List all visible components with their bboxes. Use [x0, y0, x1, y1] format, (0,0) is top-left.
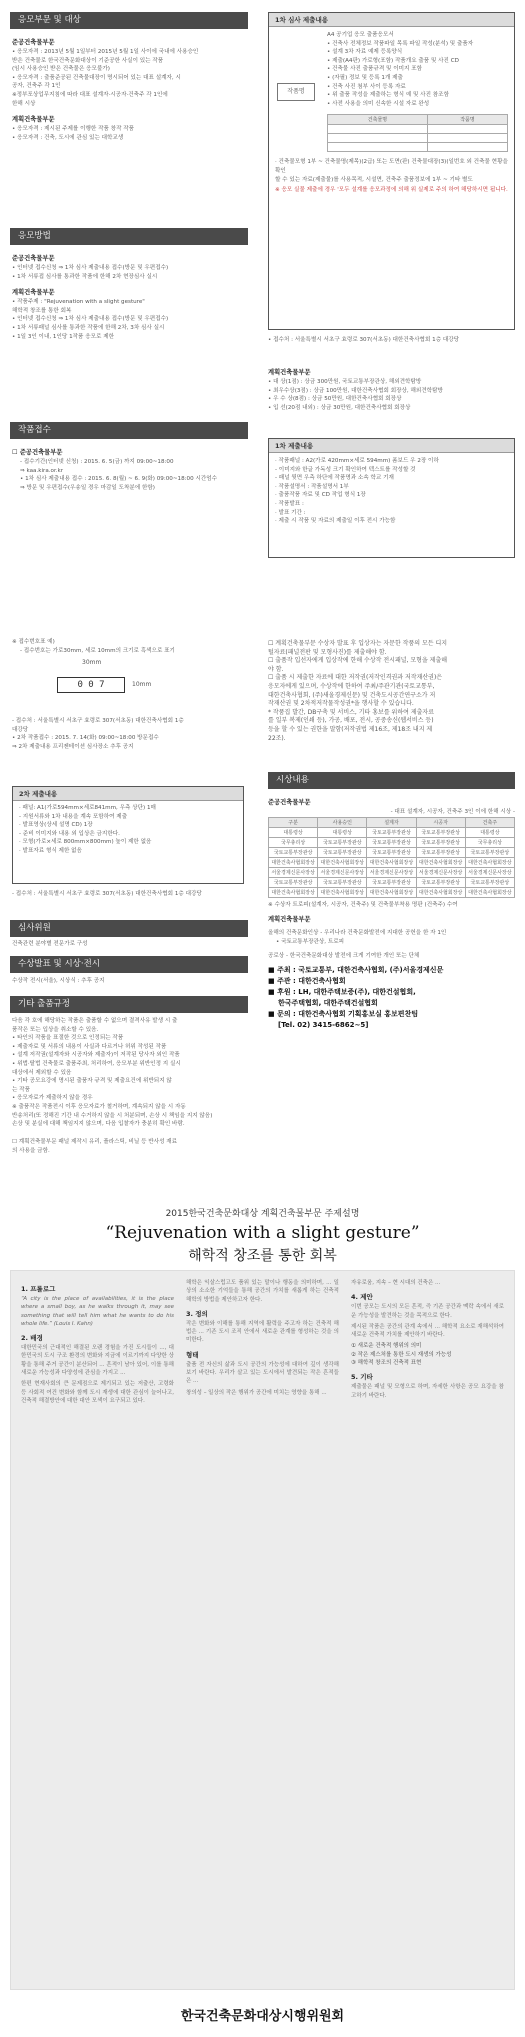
round1-item: • 사전 사용을 의미 신속한 시설 자료 완성: [327, 100, 430, 107]
method-line: 해학적 창조를 통한 회복: [12, 307, 72, 314]
concept-line: ☐ 출품 시 제출한 자료에 대한 저작권(저작인격권과 저작재산권)은: [268, 674, 443, 682]
proposal-paragraph: 제시된 작품은 공간의 관계 속에서 ... 해학적 요소로 재해석하여 새로운 건축적 가치를 제안하기 바란다.: [351, 1323, 504, 1339]
round1-content: [269, 27, 514, 199]
prize-table-cell: 국토교통부장관상: [318, 837, 367, 847]
rule-line: 품작은 또는 입상을 취소할 수 있음.: [12, 1026, 99, 1033]
eligibility-line: • 응모자격 : 건축, 도시에 관심 있는 대학교생: [12, 134, 124, 141]
eligibility-block: [12, 34, 248, 142]
prize-table-head: 설계자: [367, 817, 416, 827]
round2-item: · 발표자료 형식 제한 없음: [19, 847, 82, 854]
organizers: [268, 965, 515, 1031]
prize-table-cell: 대한건축사협회장상: [367, 887, 416, 897]
prize-table-cell: 대한건축사협회장상: [416, 857, 465, 867]
urban-lines: [12, 48, 248, 108]
round1-note: 할 수 있는 자료(제출물)를 사용목적, 시설면, 건축주 출품정보에 1부 ~ 기타 별도: [275, 176, 473, 183]
final-item: · 발표 기간 :: [275, 509, 306, 516]
theme-columns: [21, 1279, 504, 1405]
mark-number-box: 0 0 7: [57, 677, 125, 693]
address-line: 대강당: [12, 726, 29, 733]
section-header-other: 기타 출품규정: [10, 996, 248, 1013]
section-header-review: 심사위원: [10, 920, 248, 937]
method-urban-lines: [12, 264, 248, 281]
theme-heading: 2015한국건축문화대상 계획건축물부문 주제설명: [165, 1209, 360, 1219]
round1-address: • 접수처 : 서울특별시 서초구 효령로 307(서초동) 대한건축사협회 1층 대강당: [268, 337, 460, 343]
submission-urban-title: ☐ 준공건축물부문: [12, 449, 63, 456]
submission-block: [12, 444, 248, 492]
round1-table-head: 건축물명: [328, 115, 428, 125]
etc-paragraph: 제출물은 패널 및 모형으로 하며, 자세한 사항은 공모 요강을 참고하기 바란다.: [351, 1384, 504, 1399]
prize-table-cell: 대통령상: [318, 827, 367, 837]
method-block: [12, 250, 248, 341]
round1-box: [268, 12, 515, 330]
round1-item: • 건축 사진 첨부 사이 등록 자료: [327, 83, 406, 90]
concept-line: 야 함.: [268, 665, 284, 673]
eligibility-line: • 응모자격 : 제시된 주제를 이행한 작품 창작 작품: [12, 126, 135, 133]
prize-note: ※ 수상자 트로피(설계자, 시공자, 건축주) 및 건축물부착용 명판 (건축주) 수여: [268, 901, 458, 908]
method-line: • 인터넷 접수신청 ⇒ 1차 심사 제출내용 접수(방문 및 우편접수): [12, 265, 169, 271]
theme-header: [10, 1206, 515, 1265]
mark-diagram: [12, 659, 248, 717]
proposal-list: ① 새로운 건축적 행위의 의미 ② 작은 제스처를 통한 도시 재생의 가능성 ③ 해학적 창조의 건축적 표현: [351, 1343, 452, 1367]
form-heading: 형태: [186, 1350, 199, 1359]
round1-item: • 건축사 전체정보 작품파일 목록 파일 작성(분석) 및 출품자: [327, 40, 474, 47]
prize-table-cell: 국토교통부장관상: [367, 877, 416, 887]
rule-line: • 기타 공모요강에 명시된 출품자 규격 및 제출요건에 위반되지 않: [12, 1078, 172, 1085]
prize-table-cell: 국토교통부장관상: [416, 837, 465, 847]
prize-table-cell: 국토교통부장관상: [416, 877, 465, 887]
prize-table-cell: 국토교통부장관상: [367, 847, 416, 857]
prize-subtitle: - 대표 설계자, 시공자, 건축주 3인 이에 한해 시상 -: [390, 809, 515, 815]
right-plan-block: [268, 364, 515, 412]
round1-item: A4 공기업 응모 출품응모서: [327, 32, 394, 38]
round2-item: - 지원서류와 1차 내용을 계속 포함하여 제출: [19, 813, 128, 820]
concept-line: 등을 할 수 있는 권한을 말함(저작권법 제16조, 제18조 내지 제: [268, 725, 433, 733]
prize-table-cell: 대한건축사협회장상: [269, 857, 318, 867]
definition-heading: 3. 정의: [186, 1309, 208, 1318]
prize-table-cell: 국토교통부장관상: [318, 877, 367, 887]
prize-table-head: 사용승인: [318, 817, 367, 827]
prize-table-cell: 서울경제신문사장상: [318, 867, 367, 877]
rule-line: 반송처리(또 정해진 기간 내 수거하지 않을 시 처분되며, 손상 시 책임을 지지 않음): [12, 1112, 213, 1119]
org-title: 공로상 - 한국건축문화대상 발전에 크게 기여한 개인 또는 단체: [268, 953, 420, 960]
rule-line: • 제출자료 및 서류의 내용이 사실과 다르거나 허위 작성된 작품: [12, 1043, 167, 1050]
round1-note: · 건축물모형 1부 ~ 건축물명(제목)(2급) 또는 도면(판) 건축물대장(3)(일번호 외 건축물 현황을 확인: [275, 159, 508, 174]
final-item: · 출품작품 자료 및 CD 작업 형식 1장: [275, 492, 366, 499]
theme-body: [10, 1270, 515, 1990]
round2-title: 2차 제출내용: [13, 787, 243, 801]
mark-line: - 접수번호는 가로30mm, 세로 10mm의 크기로 흑색으로 표기: [20, 647, 175, 654]
theme-title: “Rejuvenation with a slight gesture”: [105, 1223, 420, 1243]
prize-plan-title: 계획건축물부문: [268, 916, 311, 924]
prize-table-head: 시공자: [416, 817, 465, 827]
section-header-method: 응모방법: [10, 228, 248, 245]
background-paragraph: 대한민국의 근대적인 해결된 오랜 경험을 가진 도시들이 ..., 대한민국의 도시 구조 환경의 변화와 지금에 이르기까지 다양한 상황을 통해 주거 공간이 분산되어 ... 흔적이 남아 있어, 이를 통해 새로운 가능성과 다양성에 관심을 가지고 ...: [21, 1345, 174, 1377]
middle-paragraph: 창의성 – 일상의 작은 행위가 공간에 미치는 영향을 통해 ...: [186, 1389, 327, 1396]
prize-table-cell: 대한건축사협회장상: [269, 887, 318, 897]
rule-line: • 설계 저작권(설계자와 시공자와 제출자)이 저작된 당사자 외인 작품: [12, 1052, 180, 1059]
section-header-awards: 수상발표 및 시상·전시: [10, 956, 248, 973]
prize-table-cell: 대한건축사협회장상: [318, 857, 367, 867]
middle-paragraph: 자유로움, 지속 – 현 시대의 건축은 ...: [351, 1280, 441, 1286]
organizer-line: 한국주택협회, 대한주택건설협회: [278, 998, 378, 1007]
plan-title: 계획건축물부문: [12, 116, 55, 124]
eligibility-line: • 응모자격 : 출품준공된 건축물대장이 명시되어 있는 대표 설계자, 시: [12, 74, 181, 81]
background-paragraph: 한편 현재사회의 큰 문제점으로 제기되고 있는 저출산, 고령화 등 사회적 여건 변화와 함께 도시 재생에 대한 관심이 늘어나고, 건축적 해결방안에 대한 대안 모색이 요구되고 있다.: [21, 1381, 174, 1404]
concept-line: 를 일부 복제(인쇄 등), 가공, 배포, 전시, 공중송신(웹서비스 등): [268, 717, 434, 725]
prize-table-cell: 국토교통부장관상: [416, 847, 465, 857]
prize-table-cell: 서울경제신문사장상: [367, 867, 416, 877]
method-line: • 1일 3인 이내, 1인당 1작품 응모로 제한: [12, 333, 115, 340]
round1-table: [327, 114, 508, 152]
prize-table-cell: 대한건축사협회장상: [318, 887, 367, 897]
submission-line: - 접수기간(인터넷 신청) : 2015. 6. 5(금) 까지 09:00~18:00: [20, 459, 174, 465]
prize-table-cell: 서울경제신문사장상: [416, 867, 465, 877]
method-urban-title: 준공건축물부문: [12, 255, 55, 262]
proposal-paragraph: 이번 공모는 도시의 모든 흔적, 즉 기존 공간과 맥락 속에서 새로운 가능성을 발견하는 것을 목적으로 한다.: [351, 1304, 504, 1319]
prize-table-cell: 국토교통부장관상: [269, 877, 318, 887]
address-line: • 2차 작품접수 : 2015. 7. 14(화) 09:00~18:00 방문접수: [12, 735, 159, 742]
rule-line: ※ 출품작은 작품전시 이후 응모자료가 철거하며, 계속되지 않을 시 자동: [12, 1103, 186, 1110]
rule-line: 는 작품: [12, 1086, 30, 1093]
prize-table-cell: 대통령상: [465, 827, 514, 837]
theme-subtitle: 해학적 창조를 통한 회복: [188, 1248, 337, 1264]
prize-table: [268, 817, 515, 898]
round2-item: · 발표영상(상세 설명 CD) 1장: [19, 822, 93, 829]
eligibility-line: • 응모자격 : 2013년 5월 1일부터 2015년 5월 1일 사이에 국내에 사용승인: [12, 49, 199, 55]
prize-table-head: 구분: [269, 817, 318, 827]
organizer-line: [Tel. 02) 3415-6862~5]: [278, 1020, 369, 1029]
round1-warning: ※ 응모 실물 제출에 경우 '모두 설계를 응모과정에 의해 위 실제로 주의 하여 해당하시면 됩니다.: [275, 187, 508, 194]
etc-heading: 5. 기타: [351, 1373, 373, 1382]
prize-table-row: [269, 857, 515, 867]
rule-line: • 위법·탈법 건축물로 출품주최, 처리하여, 응모부분 위반인정 지 실시: [12, 1060, 181, 1067]
method-line: • 1차 서류접 심사를 통과한 작품에 한해 2차 현장심사 실시: [12, 273, 158, 280]
round1-stamp: 작품명: [277, 83, 315, 101]
round1-item: • 건축물 사진 출품규격 및 이미지 포함: [327, 66, 423, 73]
round1-table-cell: [328, 125, 428, 134]
round2-item: - 준비 이미지와 내용 외 입상은 금지한다.: [19, 830, 120, 837]
address-lines: [12, 717, 248, 751]
prize-table-cell: 국토교통부장관상: [367, 827, 416, 837]
eligibility-line: 공자, 건축주 각 1인: [12, 83, 61, 90]
prize-table-row: [269, 847, 515, 857]
prize-title: 준공건축물부문: [268, 799, 311, 806]
round1-table-cell: [328, 143, 428, 152]
definition-paragraph: 작은 변화와 이해를 통해 지역에 활력을 주고자 하는 건축적 해법은 ... 기존 도시 조직 안에서 새로운 관계를 형성하는 것을 의미한다.: [186, 1320, 339, 1344]
prize-table-cell: 국토교통부장관상: [465, 847, 514, 857]
submission-line: • 1차 심사 제출내용 접수 : 2015. 6. 8(월) ~ 6. 9(화) 09:00~18:00 시간엄수: [20, 476, 218, 483]
rule-line: 다음 각 호에 해당하는 작품은 출품할 수 없으며 결격사유 발생 시 출: [12, 1018, 178, 1024]
final-items: [269, 453, 514, 530]
round1-title: 1차 심사 제출내용: [269, 13, 514, 27]
concept-line: 작재산권 및 2차적저작물작성권*을 행사할 수 있습니다.: [268, 700, 414, 708]
prize-table-cell: 대한건축사협회장상: [465, 857, 514, 867]
round1-notes: [275, 158, 508, 184]
round1-table-wrap: [327, 114, 508, 152]
submission-line: ⇒ 방문 및 우편접수(우송일 경우 마감일 도착분에 한함): [20, 484, 155, 491]
round1-item: • (자필) 정보 및 등록 1개 제출: [327, 74, 403, 81]
prize-table-row: [269, 867, 515, 877]
round1-table-cell: [328, 134, 428, 143]
round1-table-head: 작품명: [427, 115, 507, 125]
round2-address: - 접수처 : 서울특별시 서초구 효령로 307(서초동) 대한건축사협회 1층 대강당: [12, 891, 202, 897]
concept-line: 22조).: [268, 734, 286, 742]
method-line: • 인터넷 접수신청 ⇒ 1차 심사 제출내용 접수(방문 및 우편접수): [12, 316, 169, 323]
concept-line: ☐ 계획건축물부문 수상자 발표 후 입상자는 자문한 작품의 모든 디지: [268, 640, 448, 647]
prologue-heading: 1. 프롤로그: [21, 1285, 56, 1293]
mark-note: ※ 접수번호표 예): [12, 639, 55, 645]
right-plan-line: • 우 수 상(8점) : 상금 50만원, 대한건축사협회 회장상: [268, 396, 402, 403]
final-item: · 작품설명서 : 작품설명서 1부: [275, 483, 349, 490]
round1-item: • 위 출품 작성을 제출하는 형식 예 및 사진 참조함: [327, 92, 449, 99]
prize-table-cell: 국무총리상: [465, 837, 514, 847]
prize-table-row: [269, 877, 515, 887]
prize-table-cell: 서울경제신문사장상: [465, 867, 514, 877]
awards-line: 수상작 전시(서울), 시상식 : 추후 공지: [12, 978, 105, 984]
method-plan-lines: [12, 298, 248, 341]
right-plan-lines: [268, 378, 515, 412]
round2-item: · 패널: A1(가로594mm×세로841mm, 우측 상단) 1매: [19, 805, 156, 811]
eligibility-line: (임시 사용승인 받은 건축물은 응모불가): [12, 66, 110, 73]
prize-table-cell: 국토교통부장관상: [465, 877, 514, 887]
round1-item: • 제출(A4판) 가로형(포함) 작품개요 출품 및 사진 CD: [327, 57, 459, 64]
concept-line: 응모자에게 있으며, 수상작에 한하여 주최/주관기관(국토교통부,: [268, 682, 435, 690]
plan-note-line: 의 사용을 금함.: [12, 1147, 50, 1154]
special-award-detail: • 국토교통부장관상, 트로피: [276, 938, 345, 945]
prize-table-cell: 대한건축사협회장상: [465, 887, 514, 897]
concept-line: * 작품집 발간, DB구축 및 서비스, 기타 홍보를 위하여 제출자료: [268, 708, 435, 716]
concept-line: 대한건축사협회, (주)새올경제신문) 및 건축도시공간연구소가 저: [268, 691, 436, 699]
plan-note: [12, 1138, 248, 1155]
organizer-line: ■ 주최 : 국토교통부, 대한건축사협회, (주)서울경제신문: [268, 965, 515, 976]
round2-items: [13, 801, 243, 859]
other-lines: [12, 1017, 248, 1129]
prize-table-head: 건축주: [465, 817, 514, 827]
organizer-line: ■ 주관 : 대한건축사협회: [268, 976, 515, 987]
final-item: - 패널 뒷면 우측 하단에 작품명과 소속 학교 기재: [275, 475, 394, 482]
plan-note-line: ☐ 계획건축물부문 패널 제작시 유리, 플라스틱, 비닐 등 반사성 재료: [12, 1139, 178, 1145]
address-line: - 접수처 : 서울특별시 서초구 효령로 307(서초동) 대한건축사협회 1층: [12, 718, 184, 725]
rule-line: • 응모자료가 제출하지 않을 경우: [12, 1095, 93, 1102]
section-header-submission: 작품접수: [10, 422, 248, 439]
prize-table-cell: 국토교통부장관상: [416, 827, 465, 837]
organizer-line: ■ 후원 : LH, 대한주택보증(주), 대한건설협회,: [268, 987, 515, 998]
prize-table-cell: 서울경제신문사장상: [269, 867, 318, 877]
background-heading: 2. 배경: [21, 1334, 43, 1343]
middle-paragraph: 출품 전 자신의 삶과 도시 공간의 가능성에 대하여 깊이 생각해보기 바란다. 우리가 살고 있는 도시에서 발견되는 작은 흔적들은 ...: [186, 1361, 339, 1385]
urban-title: 준공건축물부문: [12, 39, 55, 46]
section-header-prize: 시상내용: [268, 772, 515, 789]
final-item: · 작품패널 : A2(가로 420mm×세로 594mm) 폼보드 우 2장 이하: [275, 458, 439, 464]
submission-line: ⇒ kaa.kira.or.kr: [20, 467, 64, 474]
prize-table-cell: 대한건축사협회장상: [416, 887, 465, 897]
right-plan-line: • 입 선(20점 내외) : 상금 30만원, 대한건축사협회 회장상: [268, 404, 411, 411]
prize-table-row: [269, 837, 515, 847]
round1-table-cell: [427, 134, 507, 143]
final-item: - 이미지와 한글 가독성 크기 확인하여 텍스트를 작성할 것: [275, 466, 416, 473]
right-plan-line: • 최우수상(3점) : 상금 100만원, 대한건축사협회 회장상, 해외견학탐방: [268, 387, 443, 394]
method-line: • 1차 서류패널 심사를 통과한 작품에 한해 2차, 3차 심사 실시: [12, 324, 165, 331]
rule-line: 손상 및 분실에 대해 책임지지 않으며, 다음 입찰자가 충분히 확인 바람.: [12, 1121, 185, 1128]
final-item: · 제출 시 작품 및 자료의 제출일 이후 전시 가능함: [275, 518, 396, 525]
mark-block: [12, 638, 248, 752]
rule-line: 대상에서 제외할 수 있음: [12, 1069, 72, 1076]
concept-line: ☐ 출품작 입선자에게 입상작에 한해 수상작 전시패널, 모형을 제출해: [268, 657, 448, 665]
prize-block: [268, 794, 515, 1031]
footer-committee: 한국건축문화대상시행위원회: [180, 2009, 345, 2024]
proposal-heading: 4. 제안: [351, 1293, 373, 1302]
address-line: ⇒ 2차 제출내용 프리젠테이션 심사장소 추후 공지: [12, 743, 134, 750]
method-plan-title: 계획건축물부문: [12, 289, 55, 297]
prize-table-cell: 국토교통부장관상: [318, 847, 367, 857]
review-line: 건축관련 분야별 전문가로 구성: [12, 941, 88, 947]
eligibility-line: ※정부포상업무지침에 따라 대표 설계자·시공자·건축주 각 1인에: [12, 91, 168, 98]
prize-table-cell: 국토교통부장관상: [367, 837, 416, 847]
mark-width-label: 30mm: [82, 659, 102, 667]
prologue-quote: “A city is the place of availabilities, it is the place where a small boy, as he walks through it, may see something that will tell him what he wants to do his whole life.” (Louis I. Kahn): [21, 1296, 174, 1327]
special-award: 올해의 건축문화인상 - 우리나라 건축문화발전에 지대한 공헌을 한 자 1인: [268, 930, 447, 937]
round1-item: • 설계 3차 자료 예제 등록양식: [327, 49, 403, 56]
final-title: 1차 제출내용: [269, 439, 514, 453]
mark-height-label: 10mm: [132, 681, 152, 689]
section-header-eligibility: 응모부문 및 대상: [10, 12, 248, 29]
right-plan-title: 계획건축물부문: [268, 369, 311, 376]
prize-table-row: [269, 887, 515, 897]
background-paragraph: 해학은 익살스럽고도 품위 있는 말이나 행동을 의미하며, ... 일상의 소소한 기억들을 통해 공간의 가치를 새롭게 하는 건축적 해학의 방법을 제안하고자 한다.: [186, 1280, 339, 1303]
rule-line: • 타인의 작품을 표절한 것으로 인정되는 작품: [12, 1035, 124, 1042]
submission-lines: [12, 458, 248, 492]
round2-item: · 모형(가로×세로 800mm×800mm) 높이 제한 없음: [19, 839, 152, 846]
prize-table-row: [269, 827, 515, 837]
round1-table-cell: [427, 125, 507, 134]
concept-lines: [268, 640, 515, 743]
method-line: • 작품주제 : "Rejuvenation with a slight gesture": [12, 299, 145, 306]
round2-box: [12, 786, 244, 884]
eligibility-line: 한해 시상: [12, 100, 36, 107]
plan-lines: [12, 125, 248, 142]
prize-table-cell: 국무총리상: [269, 837, 318, 847]
final-item: · 작품발표 :: [275, 500, 304, 507]
prize-table-cell: 대한건축사협회장상: [367, 857, 416, 867]
right-plan-line: • 대 상(1점) : 상금 300만원, 국토교통부장관상, 해외견학탐방: [268, 379, 422, 385]
prize-table-cell: 대통령상: [269, 827, 318, 837]
round1-table-cell: [427, 143, 507, 152]
concept-line: 털자료(패널전판 및 모형사진)를 제출해야 함.: [268, 648, 387, 656]
final-box: [268, 438, 515, 558]
eligibility-line: 받은 건축물로 한국건축문화대상이 기준공한 사실이 있는 작품: [12, 57, 164, 64]
organizer-line: ■ 문의 : 대한건축사협회 기획홍보실 홍보편찬팀: [268, 1009, 515, 1020]
prize-table-cell: 국토교통부장관상: [269, 847, 318, 857]
